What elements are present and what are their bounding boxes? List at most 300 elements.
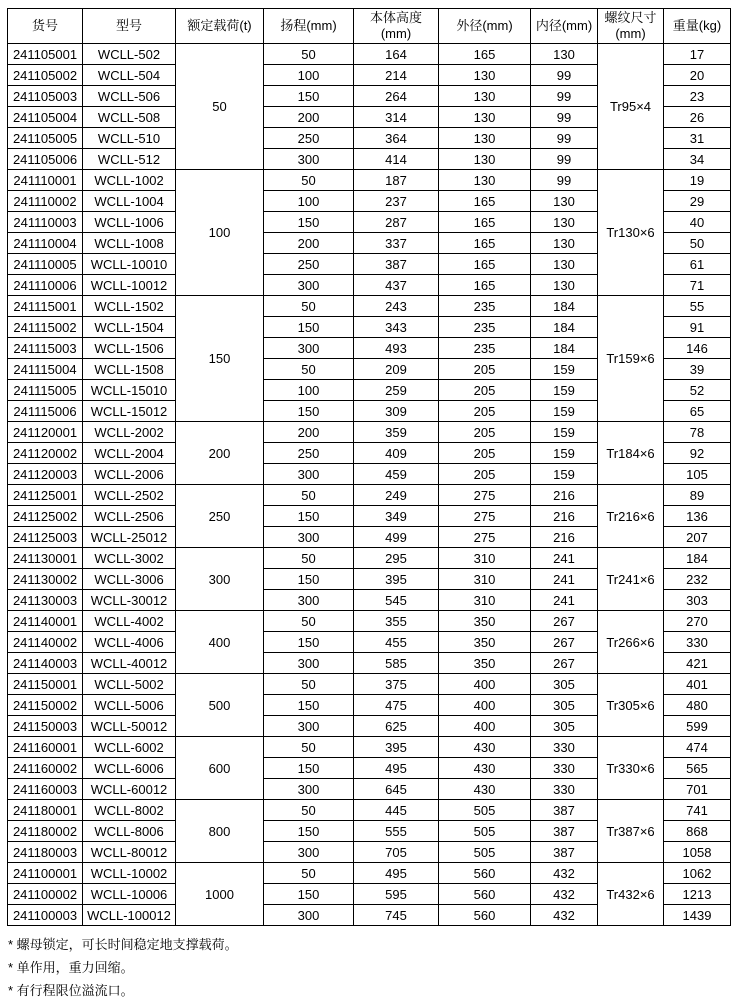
outer-diameter-cell: 350 [439, 632, 531, 653]
model-cell: WCLL-6002 [83, 737, 176, 758]
body-height-cell: 337 [354, 233, 439, 254]
thread-size-cell: Tr387×6 [598, 800, 664, 863]
item-number-cell: 241150003 [8, 716, 83, 737]
inner-diameter-cell: 387 [531, 800, 598, 821]
outer-diameter-cell: 165 [439, 44, 531, 65]
model-cell: WCLL-1006 [83, 212, 176, 233]
inner-diameter-cell: 130 [531, 44, 598, 65]
col-header-outer-diameter: 外径(mm) [439, 9, 531, 44]
weight-cell: 92 [664, 443, 731, 464]
inner-diameter-cell: 184 [531, 317, 598, 338]
inner-diameter-cell: 330 [531, 779, 598, 800]
table-row [8, 674, 731, 695]
body-height-cell: 495 [354, 758, 439, 779]
lift-cell: 50 [264, 863, 354, 884]
body-height-cell: 264 [354, 86, 439, 107]
outer-diameter-cell: 205 [439, 422, 531, 443]
item-number-cell: 241140003 [8, 653, 83, 674]
inner-diameter-cell: 99 [531, 107, 598, 128]
weight-cell: 1213 [664, 884, 731, 905]
model-cell: WCLL-1504 [83, 317, 176, 338]
lift-cell: 150 [264, 758, 354, 779]
weight-cell: 232 [664, 569, 731, 590]
weight-cell: 474 [664, 737, 731, 758]
item-number-cell: 241115003 [8, 338, 83, 359]
model-cell: WCLL-80012 [83, 842, 176, 863]
col-header-item-number: 货号 [8, 9, 83, 44]
lift-cell: 50 [264, 611, 354, 632]
outer-diameter-cell: 205 [439, 359, 531, 380]
thread-size-cell: Tr130×6 [598, 170, 664, 296]
inner-diameter-cell: 305 [531, 674, 598, 695]
lift-cell: 50 [264, 296, 354, 317]
lift-cell: 250 [264, 443, 354, 464]
item-number-cell: 241120001 [8, 422, 83, 443]
weight-cell: 565 [664, 758, 731, 779]
model-cell: WCLL-1004 [83, 191, 176, 212]
lift-cell: 300 [264, 905, 354, 926]
model-cell: WCLL-1002 [83, 170, 176, 191]
lift-cell: 250 [264, 254, 354, 275]
outer-diameter-cell: 235 [439, 317, 531, 338]
outer-diameter-cell: 430 [439, 779, 531, 800]
thread-size-cell: Tr184×6 [598, 422, 664, 485]
outer-diameter-cell: 130 [439, 128, 531, 149]
inner-diameter-cell: 241 [531, 548, 598, 569]
lift-cell: 300 [264, 653, 354, 674]
weight-cell: 146 [664, 338, 731, 359]
rated-load-cell: 250 [176, 485, 264, 548]
lift-cell: 300 [264, 149, 354, 170]
inner-diameter-cell: 159 [531, 464, 598, 485]
weight-cell: 1058 [664, 842, 731, 863]
col-header-lift: 扬程(mm) [264, 9, 354, 44]
table-row [8, 611, 731, 632]
weight-cell: 207 [664, 527, 731, 548]
model-cell: WCLL-4006 [83, 632, 176, 653]
model-cell: WCLL-15010 [83, 380, 176, 401]
body-height-cell: 437 [354, 275, 439, 296]
lift-cell: 150 [264, 821, 354, 842]
model-cell: WCLL-10010 [83, 254, 176, 275]
inner-diameter-cell: 330 [531, 758, 598, 779]
model-cell: WCLL-3006 [83, 569, 176, 590]
lift-cell: 300 [264, 842, 354, 863]
inner-diameter-cell: 216 [531, 527, 598, 548]
lift-cell: 300 [264, 590, 354, 611]
thread-size-cell: Tr159×6 [598, 296, 664, 422]
weight-cell: 31 [664, 128, 731, 149]
model-cell: WCLL-502 [83, 44, 176, 65]
body-height-cell: 295 [354, 548, 439, 569]
inner-diameter-cell: 330 [531, 737, 598, 758]
col-header-thread-size: 螺纹尺寸(mm) [598, 9, 664, 44]
outer-diameter-cell: 350 [439, 611, 531, 632]
model-cell: WCLL-2002 [83, 422, 176, 443]
model-cell: WCLL-6006 [83, 758, 176, 779]
weight-cell: 78 [664, 422, 731, 443]
body-height-cell: 243 [354, 296, 439, 317]
lift-cell: 50 [264, 485, 354, 506]
weight-cell: 105 [664, 464, 731, 485]
body-height-cell: 259 [354, 380, 439, 401]
model-cell: WCLL-15012 [83, 401, 176, 422]
item-number-cell: 241105002 [8, 65, 83, 86]
weight-cell: 39 [664, 359, 731, 380]
lift-cell: 150 [264, 506, 354, 527]
inner-diameter-cell: 267 [531, 632, 598, 653]
lift-cell: 300 [264, 464, 354, 485]
body-height-cell: 455 [354, 632, 439, 653]
body-height-cell: 625 [354, 716, 439, 737]
item-number-cell: 241180002 [8, 821, 83, 842]
outer-diameter-cell: 430 [439, 758, 531, 779]
outer-diameter-cell: 165 [439, 233, 531, 254]
weight-cell: 50 [664, 233, 731, 254]
thread-size-cell: Tr432×6 [598, 863, 664, 926]
body-height-cell: 445 [354, 800, 439, 821]
weight-cell: 701 [664, 779, 731, 800]
product-spec-table [7, 8, 731, 926]
weight-cell: 23 [664, 86, 731, 107]
outer-diameter-cell: 400 [439, 695, 531, 716]
inner-diameter-cell: 184 [531, 296, 598, 317]
model-cell: WCLL-508 [83, 107, 176, 128]
thread-size-cell: Tr266×6 [598, 611, 664, 674]
inner-diameter-cell: 241 [531, 590, 598, 611]
table-row [8, 170, 731, 191]
outer-diameter-cell: 350 [439, 653, 531, 674]
lift-cell: 250 [264, 128, 354, 149]
col-header-body-height: 本体高度(mm) [354, 9, 439, 44]
inner-diameter-cell: 159 [531, 380, 598, 401]
inner-diameter-cell: 99 [531, 170, 598, 191]
inner-diameter-cell: 130 [531, 212, 598, 233]
inner-diameter-cell: 99 [531, 65, 598, 86]
body-height-cell: 387 [354, 254, 439, 275]
col-header-rated-load: 额定载荷(t) [176, 9, 264, 44]
outer-diameter-cell: 165 [439, 254, 531, 275]
footnote: * 有行程限位溢流口。 [8, 983, 134, 998]
col-header-model: 型号 [83, 9, 176, 44]
weight-cell: 303 [664, 590, 731, 611]
rated-load-cell: 500 [176, 674, 264, 737]
inner-diameter-cell: 130 [531, 233, 598, 254]
outer-diameter-cell: 400 [439, 716, 531, 737]
lift-cell: 50 [264, 800, 354, 821]
weight-cell: 741 [664, 800, 731, 821]
lift-cell: 50 [264, 170, 354, 191]
col-header-weight: 重量(kg) [664, 9, 731, 44]
lift-cell: 50 [264, 674, 354, 695]
table-row [8, 44, 731, 65]
weight-cell: 868 [664, 821, 731, 842]
outer-diameter-cell: 310 [439, 590, 531, 611]
item-number-cell: 241110001 [8, 170, 83, 191]
model-cell: WCLL-2502 [83, 485, 176, 506]
table-row [8, 800, 731, 821]
item-number-cell: 241100001 [8, 863, 83, 884]
lift-cell: 150 [264, 884, 354, 905]
lift-cell: 50 [264, 359, 354, 380]
lift-cell: 50 [264, 44, 354, 65]
inner-diameter-cell: 159 [531, 401, 598, 422]
weight-cell: 17 [664, 44, 731, 65]
thread-size-cell: Tr241×6 [598, 548, 664, 611]
outer-diameter-cell: 165 [439, 191, 531, 212]
weight-cell: 1062 [664, 863, 731, 884]
model-cell: WCLL-2506 [83, 506, 176, 527]
lift-cell: 100 [264, 65, 354, 86]
item-number-cell: 241120002 [8, 443, 83, 464]
footnote: * 单作用，重力回缩。 [8, 960, 134, 975]
body-height-cell: 545 [354, 590, 439, 611]
inner-diameter-cell: 267 [531, 653, 598, 674]
body-height-cell: 287 [354, 212, 439, 233]
weight-cell: 40 [664, 212, 731, 233]
model-cell: WCLL-510 [83, 128, 176, 149]
body-height-cell: 395 [354, 737, 439, 758]
outer-diameter-cell: 165 [439, 275, 531, 296]
outer-diameter-cell: 430 [439, 737, 531, 758]
item-number-cell: 241105005 [8, 128, 83, 149]
weight-cell: 599 [664, 716, 731, 737]
body-height-cell: 187 [354, 170, 439, 191]
model-cell: WCLL-5006 [83, 695, 176, 716]
item-number-cell: 241110004 [8, 233, 83, 254]
outer-diameter-cell: 505 [439, 842, 531, 863]
inner-diameter-cell: 267 [531, 611, 598, 632]
item-number-cell: 241140001 [8, 611, 83, 632]
item-number-cell: 241110006 [8, 275, 83, 296]
body-height-cell: 349 [354, 506, 439, 527]
model-cell: WCLL-1508 [83, 359, 176, 380]
model-cell: WCLL-4002 [83, 611, 176, 632]
item-number-cell: 241115005 [8, 380, 83, 401]
inner-diameter-cell: 432 [531, 905, 598, 926]
outer-diameter-cell: 505 [439, 821, 531, 842]
outer-diameter-cell: 235 [439, 296, 531, 317]
item-number-cell: 241100002 [8, 884, 83, 905]
thread-size-cell: Tr330×6 [598, 737, 664, 800]
rated-load-cell: 400 [176, 611, 264, 674]
lift-cell: 150 [264, 212, 354, 233]
lift-cell: 50 [264, 548, 354, 569]
body-height-cell: 645 [354, 779, 439, 800]
table-row [8, 548, 731, 569]
body-height-cell: 314 [354, 107, 439, 128]
item-number-cell: 241150002 [8, 695, 83, 716]
body-height-cell: 309 [354, 401, 439, 422]
model-cell: WCLL-2004 [83, 443, 176, 464]
inner-diameter-cell: 305 [531, 716, 598, 737]
outer-diameter-cell: 205 [439, 401, 531, 422]
body-height-cell: 355 [354, 611, 439, 632]
lift-cell: 150 [264, 86, 354, 107]
outer-diameter-cell: 130 [439, 107, 531, 128]
weight-cell: 20 [664, 65, 731, 86]
item-number-cell: 241180003 [8, 842, 83, 863]
lift-cell: 100 [264, 380, 354, 401]
table-row [8, 737, 731, 758]
item-number-cell: 241125002 [8, 506, 83, 527]
col-header-inner-diameter: 内径(mm) [531, 9, 598, 44]
body-height-cell: 555 [354, 821, 439, 842]
inner-diameter-cell: 130 [531, 254, 598, 275]
weight-cell: 421 [664, 653, 731, 674]
weight-cell: 401 [664, 674, 731, 695]
body-height-cell: 459 [354, 464, 439, 485]
weight-cell: 19 [664, 170, 731, 191]
outer-diameter-cell: 560 [439, 863, 531, 884]
outer-diameter-cell: 130 [439, 149, 531, 170]
outer-diameter-cell: 165 [439, 212, 531, 233]
item-number-cell: 241160001 [8, 737, 83, 758]
model-cell: WCLL-2006 [83, 464, 176, 485]
weight-cell: 65 [664, 401, 731, 422]
table-row [8, 863, 731, 884]
weight-cell: 136 [664, 506, 731, 527]
lift-cell: 300 [264, 527, 354, 548]
outer-diameter-cell: 235 [439, 338, 531, 359]
inner-diameter-cell: 159 [531, 422, 598, 443]
inner-diameter-cell: 130 [531, 275, 598, 296]
body-height-cell: 164 [354, 44, 439, 65]
rated-load-cell: 600 [176, 737, 264, 800]
model-cell: WCLL-25012 [83, 527, 176, 548]
body-height-cell: 237 [354, 191, 439, 212]
outer-diameter-cell: 400 [439, 674, 531, 695]
model-cell: WCLL-10002 [83, 863, 176, 884]
model-cell: WCLL-8002 [83, 800, 176, 821]
weight-cell: 89 [664, 485, 731, 506]
inner-diameter-cell: 216 [531, 506, 598, 527]
model-cell: WCLL-506 [83, 86, 176, 107]
item-number-cell: 241180001 [8, 800, 83, 821]
item-number-cell: 241105003 [8, 86, 83, 107]
rated-load-cell: 800 [176, 800, 264, 863]
body-height-cell: 493 [354, 338, 439, 359]
inner-diameter-cell: 432 [531, 884, 598, 905]
inner-diameter-cell: 130 [531, 191, 598, 212]
footnote: * 螺母锁定，可长时间稳定地支撑载荷。 [8, 937, 238, 952]
model-cell: WCLL-10006 [83, 884, 176, 905]
weight-cell: 1439 [664, 905, 731, 926]
thread-size-cell: Tr305×6 [598, 674, 664, 737]
weight-cell: 52 [664, 380, 731, 401]
table-row [8, 485, 731, 506]
table-row [8, 422, 731, 443]
weight-cell: 270 [664, 611, 731, 632]
weight-cell: 26 [664, 107, 731, 128]
model-cell: WCLL-60012 [83, 779, 176, 800]
item-number-cell: 241120003 [8, 464, 83, 485]
item-number-cell: 241160002 [8, 758, 83, 779]
body-height-cell: 595 [354, 884, 439, 905]
weight-cell: 91 [664, 317, 731, 338]
rated-load-cell: 50 [176, 44, 264, 170]
body-height-cell: 359 [354, 422, 439, 443]
model-cell: WCLL-8006 [83, 821, 176, 842]
inner-diameter-cell: 184 [531, 338, 598, 359]
outer-diameter-cell: 310 [439, 548, 531, 569]
model-cell: WCLL-100012 [83, 905, 176, 926]
lift-cell: 150 [264, 317, 354, 338]
item-number-cell: 241130003 [8, 590, 83, 611]
outer-diameter-cell: 275 [439, 506, 531, 527]
body-height-cell: 395 [354, 569, 439, 590]
inner-diameter-cell: 99 [531, 149, 598, 170]
item-number-cell: 241140002 [8, 632, 83, 653]
body-height-cell: 343 [354, 317, 439, 338]
item-number-cell: 241125001 [8, 485, 83, 506]
lift-cell: 50 [264, 737, 354, 758]
model-cell: WCLL-40012 [83, 653, 176, 674]
lift-cell: 150 [264, 569, 354, 590]
item-number-cell: 241105001 [8, 44, 83, 65]
table-row [8, 296, 731, 317]
rated-load-cell: 200 [176, 422, 264, 485]
item-number-cell: 241105006 [8, 149, 83, 170]
lift-cell: 200 [264, 422, 354, 443]
outer-diameter-cell: 205 [439, 443, 531, 464]
item-number-cell: 241105004 [8, 107, 83, 128]
lift-cell: 300 [264, 275, 354, 296]
model-cell: WCLL-512 [83, 149, 176, 170]
outer-diameter-cell: 275 [439, 527, 531, 548]
body-height-cell: 414 [354, 149, 439, 170]
lift-cell: 150 [264, 401, 354, 422]
item-number-cell: 241110003 [8, 212, 83, 233]
weight-cell: 480 [664, 695, 731, 716]
outer-diameter-cell: 130 [439, 170, 531, 191]
item-number-cell: 241125003 [8, 527, 83, 548]
model-cell: WCLL-10012 [83, 275, 176, 296]
lift-cell: 150 [264, 632, 354, 653]
inner-diameter-cell: 387 [531, 821, 598, 842]
rated-load-cell: 300 [176, 548, 264, 611]
item-number-cell: 241100003 [8, 905, 83, 926]
weight-cell: 71 [664, 275, 731, 296]
outer-diameter-cell: 205 [439, 380, 531, 401]
item-number-cell: 241115006 [8, 401, 83, 422]
item-number-cell: 241115002 [8, 317, 83, 338]
table-header-row [8, 9, 731, 44]
weight-cell: 29 [664, 191, 731, 212]
model-cell: WCLL-5002 [83, 674, 176, 695]
lift-cell: 100 [264, 191, 354, 212]
weight-cell: 330 [664, 632, 731, 653]
lift-cell: 300 [264, 779, 354, 800]
body-height-cell: 745 [354, 905, 439, 926]
item-number-cell: 241110002 [8, 191, 83, 212]
outer-diameter-cell: 130 [439, 65, 531, 86]
inner-diameter-cell: 159 [531, 443, 598, 464]
item-number-cell: 241160003 [8, 779, 83, 800]
thread-size-cell: Tr95×4 [598, 44, 664, 170]
inner-diameter-cell: 387 [531, 842, 598, 863]
rated-load-cell: 150 [176, 296, 264, 422]
item-number-cell: 241115001 [8, 296, 83, 317]
model-cell: WCLL-3002 [83, 548, 176, 569]
item-number-cell: 241110005 [8, 254, 83, 275]
outer-diameter-cell: 130 [439, 86, 531, 107]
model-cell: WCLL-30012 [83, 590, 176, 611]
model-cell: WCLL-1506 [83, 338, 176, 359]
outer-diameter-cell: 505 [439, 800, 531, 821]
inner-diameter-cell: 159 [531, 359, 598, 380]
outer-diameter-cell: 205 [439, 464, 531, 485]
